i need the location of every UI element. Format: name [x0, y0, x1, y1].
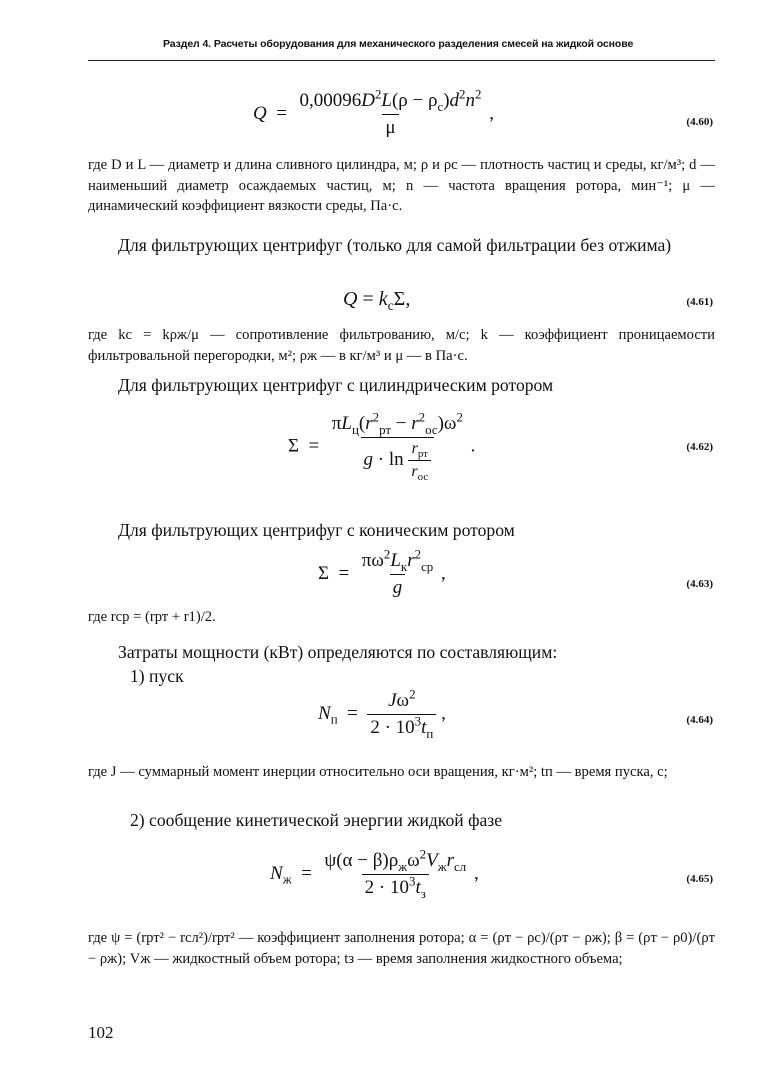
paragraph-filter-centrifuges: Для фильтрующих центрифуг (только для самой фильтрации без отжима) [118, 235, 672, 255]
running-header: Раздел 4. Расчеты оборудования для механического разделения смесей на жидкой основе [163, 38, 634, 50]
equation-number: (4.61) [686, 296, 713, 308]
page-number: 102 [88, 1023, 114, 1042]
paragraph-startup: 1) пуск [130, 666, 184, 686]
equation-number: (4.65) [686, 873, 713, 885]
paragraph-definitions-4-65: где ψ = (rрт² − rсл²)/rрт² — коэффициент заполнения ротора; α = (ρт − ρс)/(ρт − ρж); β = (ρт − ρ0)/(ρт − ρж); Vж — жидкостный объем ротора; tз — время заполнения жидкостного объема; [88, 930, 715, 967]
paragraph-r-mean: где rср = (rрт + r1)/2. [88, 609, 216, 625]
paragraph-kinetic-energy: 2) сообщение кинетической энергии жидкой фазе [130, 810, 503, 830]
paragraph-cylindrical-rotor: Для фильтрующих центрифуг с цилиндрическим ротором [118, 375, 554, 395]
equation-4-62-fraction: $\pi L_ц(r^2_{рт} - r^2_{ос})\omega^2$ g · ln $\frac{r_{рт}}{r_{ос}}$ [331, 409, 463, 484]
equation-number: (4.62) [686, 441, 713, 453]
paragraph-definitions-4-60: где D и L — диаметр и длина сливного цилиндра, м; ρ и ρc — плотность частиц и среды, кг/м³; d — наименьший диаметр осаждаемых частиц, м; n — частота вращения ротора, мин⁻¹; μ — динамический коэффициент вязкости среды, Па·с. [88, 157, 715, 214]
paragraph-conical-rotor: Для фильтрующих центрифуг с коническим ротором [118, 520, 515, 540]
equation-4-61: $Q = k_с\Sigma$, [343, 288, 411, 313]
equation-number: (4.64) [686, 714, 713, 726]
equation-4-60: Q = $\frac{0,00096D^2L(\rho - \rho_с)d^2n^2}{\mu}$ , [253, 86, 494, 138]
equation-4-63: Σ = $\frac{\pi\omega^2L_кr^2_{ср}}{g}$ , [318, 546, 446, 598]
equation-4-65-fraction: $\frac{\psi(\alpha - \beta)\rho_ж\omega^2V_жr_{сл}}{2 \cdot 10^3t_з}$ [324, 846, 467, 901]
equation-4-63-fraction: $\frac{\pi\omega^2L_кr^2_{ср}}{g}$ [361, 546, 434, 598]
paragraph-definitions-4-64: где J — суммарный момент инерции относительно оси вращения, кг·м²; tп — время пуска, с; [88, 764, 668, 780]
paragraph-definitions-4-61: где kc = kρж/μ — сопротивление фильтрованию, м/с; k — коэффициент проницаемости фильтровальной перегородки, м²; ρж — в кг/м³ и μ — в Па·с. [88, 327, 715, 364]
paragraph-power-costs: Затраты мощности (кВт) определяются по составляющим: [118, 642, 558, 662]
equation-4-64: $N_п$ = $\frac{J\omega^2}{2 \cdot 10^3t_п}$ , [318, 686, 446, 741]
equation-4-64-fraction: $\frac{J\omega^2}{2 \cdot 10^3t_п}$ [367, 690, 436, 739]
equation-4-62: Σ = $\pi L_ц(r^2_{рт} - r^2_{ос})\omega^2$ g · ln $\frac{r_{рт}}{r_{ос}}$ . [288, 409, 476, 484]
equation-number: (4.63) [686, 578, 713, 590]
equation-4-65: $N_ж$ = $\frac{\psi(\alpha - \beta)\rho_ж\omega^2V_жr_{сл}}{2 \cdot 10^3t_з}$ , [270, 846, 479, 901]
header-rule [88, 60, 715, 61]
equation-number: (4.60) [686, 116, 713, 128]
equation-4-60-fraction: $\frac{0,00096D^2L(\rho - \rho_с)d^2n^2}{\mu}$ [299, 86, 482, 138]
